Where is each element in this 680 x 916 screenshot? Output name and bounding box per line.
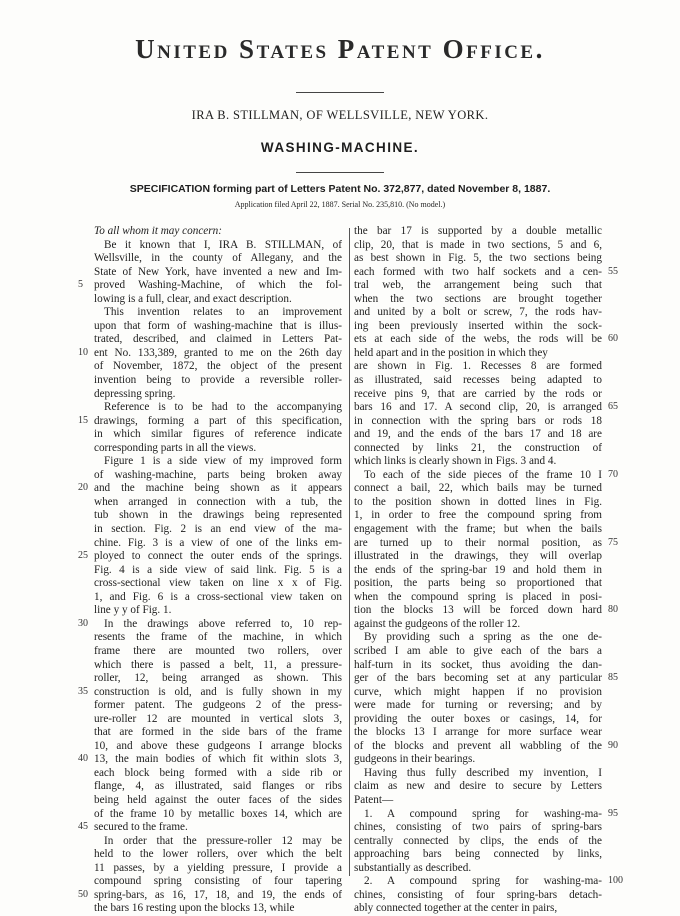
left-column-line: construction is old, and is fully shown in my [94,685,342,698]
line-number: 100 [608,875,623,887]
right-column-line: ets at each side of the webs, the rods will be [354,333,602,346]
right-column-line: Patent— [354,793,394,806]
left-column-line: 10, and above these gudgeons I arrange blocks [94,739,342,752]
right-column-line: when the compound spring is placed in posi- [354,590,602,603]
left-column-line: spring-bars, as 16, 17, 18, and 19, the ends of [94,888,342,901]
right-column-line: when the two sections are brought together [354,292,602,305]
right-column-line: as best shown in Fig. 5, the two sections being [354,252,602,265]
left-column-line: compound spring consisting of four tapering [94,875,342,888]
right-column-line: the bar 17 is supported by a double metallic [354,225,602,237]
line-number: 65 [608,401,618,413]
right-column-line: connected by links 21, the construction of [354,441,602,454]
left-column-line: being held against the outer faces of the sides [94,793,342,806]
right-column-line: connect a bail, 22, which bails may be turned [354,482,602,495]
patent-office-title: United States Patent Office. [135,34,545,64]
line-number: 90 [608,739,618,751]
right-column-line: receive pins 9, that are carried by the rods or [354,387,602,400]
right-column-line: of the blocks and prevent all wabbling of the [354,739,602,752]
right-column-line: engagement with the frame; but when the bails [354,523,602,536]
left-text-column [94,225,342,916]
line-number: 70 [608,468,618,480]
line-number: 30 [78,617,88,629]
right-column-line: were made for turning or reversing; and by [354,699,602,712]
right-column-line: the blocks 13 I arrange for more surface wear [354,726,602,739]
left-column-line: To all whom it may concern: [94,225,222,237]
title-rule-bottom [296,172,384,173]
specification-line: SPECIFICATION forming part of Letters Patent No. 372,877, dated November 8, 1887. [129,183,551,195]
left-column-line: Wellsville, in the county of Allegany, and the [94,252,342,265]
application-line: Application filed April 22, 1887. Serial No. 235,810. (No model.) [234,200,446,209]
right-column-line: in connection with the spring bars or rods 18 [354,414,602,427]
left-column-line: in section. Fig. 2 is an end view of the ma- [94,523,342,536]
right-column-line: By providing such a spring as the one de- [364,631,602,644]
right-column-line: the ends of the spring-bar 19 and hold them in [354,563,602,576]
right-column-line: 1. A compound spring for washing-ma- [364,807,602,820]
left-column-line: Reference is to be had to the accompanying [104,401,342,414]
left-column-line: Be it known that I, IRA B. STILLMAN, of [104,238,342,251]
right-column-line: approaching bars being connected by links, [354,848,602,861]
right-column-line: centrally connected by clips, the ends of the [354,834,602,847]
line-number: 15 [78,414,88,426]
line-number: 95 [608,807,618,819]
line-number: 85 [608,672,618,684]
left-column-line: line y y of Fig. 1. [94,604,172,617]
left-column-line: tub shown in the drawings being represented [94,509,342,522]
left-column-line: proved Washing-Machine, of which the fol- [94,279,342,292]
right-column-line: chines, consisting of four spring-bars detach- [354,888,602,901]
right-column-line: illustrated in the drawings, they will overlap [354,550,602,563]
line-number: 60 [608,333,618,345]
line-number: 25 [78,550,88,562]
line-number: 55 [608,265,618,277]
column-divider [349,228,350,876]
right-column-line: held apart and in the position in which they [354,346,548,359]
right-text-column [354,225,602,916]
right-column-line: providing the outer boxes or casings, 14, for [354,712,602,725]
left-column-line: In order that the pressure-roller 12 may be [104,834,342,847]
left-column-line: lowing is a full, clear, and exact description. [94,292,292,305]
left-column-line: held to the lower rollers, over which the belt [94,848,342,861]
right-column-line: clip, 20, that is made in two sections, 5 and 6, [354,238,602,251]
right-column-line: bars 16 and 17. A second clip, 20, is arranged [354,401,602,414]
left-column-line: the bars 16 resting upon the blocks 13, while [94,902,295,915]
left-column-line: when arranged in connection with a tub, the [94,495,342,508]
left-column-line: ent No. 133,389, granted to me on the 26th day [94,346,342,359]
right-column-line: claim as new and desire to secure by Letters [354,780,602,793]
right-column-line: ger of the bars becoming set at any particular [354,672,602,685]
line-number: 50 [78,888,88,900]
right-column-line: curve, which might happen if no provision [354,685,602,698]
left-column-line: 13, the main bodies of which fit within slots 3, [94,753,342,766]
left-column-line: In the drawings above referred to, 10 rep- [104,617,342,630]
right-column-line: as illustrated, said recesses being adapted to [354,374,602,387]
left-column-line: cross-sectional view taken on line x x of Fig. [94,577,342,590]
left-column-line: upon that form of washing-machine that is illus- [94,319,342,332]
left-column-line: flange, 4, as illustrated, said flanges or ribs [94,780,342,793]
left-column-line: 1, and Fig. 6 is a cross-sectional view taken on [94,590,342,603]
left-column-line: This invention relates to an improvement [104,306,342,319]
right-column-line: 2. A compound spring for washing-ma- [364,875,602,888]
line-number: 20 [78,482,88,494]
right-column-line: are shown in Fig. 1. Recesses 8 are formed [354,360,602,373]
right-column-line: half-turn in its socket, thus avoiding the dan- [354,658,602,671]
right-column-line: are turned up to their normal position, as [354,536,602,549]
left-column-line: 11 passes, by a yielding pressure, I provide a [94,861,342,874]
left-column-line: which there is passed a belt, 11, a pressure- [94,658,342,671]
line-number: 45 [78,821,88,833]
left-column-line: each block being formed with a side rib or [94,766,342,779]
line-number: 75 [608,536,618,548]
line-number: 40 [78,753,88,765]
line-number: 10 [78,346,88,358]
left-column-line: of washing-machine, parts being broken away [94,468,342,481]
right-column-line: ing been previously inserted within the sock- [354,319,602,332]
left-column-line: former patent. The gudgeons 2 of the press- [94,699,342,712]
left-column-line: ployed to connect the outer ends of the springs. [94,550,342,563]
right-column-line: To each of the side pieces of the frame 10 I [364,468,602,481]
left-column-line: trated, described, and claimed in Letters Pat- [94,333,342,346]
left-column-line: of the frame 10 by metallic boxes 14, which are [94,807,342,820]
right-column-line: against the gudgeons of the roller 12. [354,617,521,630]
right-column-line: substantially as described. [354,861,472,874]
right-column-line: scribed I am able to give each of the bars a [354,644,602,657]
right-column-line: gudgeons in their bearings. [354,753,476,766]
left-column-line: roller, 12, being arranged as shown. This [94,672,342,685]
invention-title: WASHING-MACHINE. [260,140,420,155]
right-column-line: which links is clearly shown in Figs. 3 and 4. [354,455,557,468]
left-column-line: ure-roller 12 are mounted in vertical slots 3, [94,712,342,725]
left-column-line: of November, 1872, the object of the present [94,360,342,373]
inventor-line: IRA B. STILLMAN, OF WELLSVILLE, NEW YORK. [191,108,489,122]
left-column-line: resents the frame of the machine, in which [94,631,342,644]
right-column-line: Having thus fully described my invention, I [364,766,602,779]
right-column-line: tral web, the arrangement being such that [354,279,602,292]
right-column-line: chines, consisting of two pairs of spring-bars [354,821,602,834]
left-column-line: invention being to provide a reversible roller- [94,374,342,387]
left-column-line: Fig. 4 is a side view of said link. Fig. 5 is a [94,563,342,576]
right-column-line: and united by a bolt or screw, 7, the rods hav- [354,306,602,319]
left-column-line: chine. Fig. 3 is a view of one of the links em- [94,536,342,549]
left-column-line: State of New York, have invented a new and Im- [94,265,342,278]
title-rule-top [296,92,384,93]
right-column-line: each formed with two half sockets and a cen- [354,265,602,278]
left-column-line: frame there are mounted two rollers, over [94,644,342,657]
left-column-line: Figure 1 is a side view of my improved form [104,455,342,468]
left-column-line: drawings, forming a part of this specification, [94,414,342,427]
line-number: 5 [78,279,83,291]
left-column-line: that are formed in the side bars of the frame [94,726,342,739]
right-column-line: position, the parts being so proportioned that [354,577,602,590]
right-column-line: 1, in order to free the compound spring from [354,509,602,522]
left-column-line: in which similar figures of reference indicate [94,428,342,441]
right-column-line: and 19, and the ends of the bars 17 and 18 are [354,428,602,441]
left-column-line: and the machine being shown as it appears [94,482,342,495]
right-column-line: to the position shown in dotted lines in Fig. [354,495,602,508]
left-column-line: corresponding parts in all the views. [94,441,257,454]
left-column-line: secured to the frame. [94,821,188,834]
line-number: 80 [608,604,618,616]
left-column-line: depressing spring. [94,387,176,400]
right-column-line: ably connected together at the center in pairs, [354,902,558,915]
right-column-line: tion the blocks 13 will be forced down hard [354,604,602,617]
line-number: 35 [78,685,88,697]
